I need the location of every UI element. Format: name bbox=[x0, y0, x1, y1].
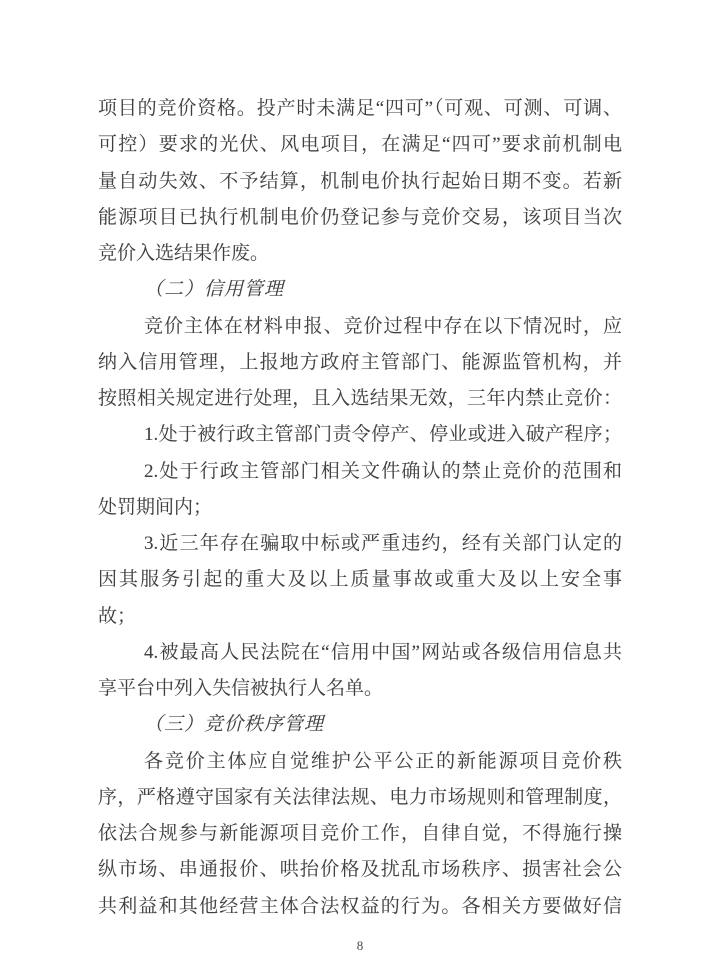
text-line: 纵市场、串通报价、哄抬价格及扰乱市场秩序、损害社会公 bbox=[98, 859, 622, 881]
text-line: 能源项目已执行机制电价仍登记参与竞价交易，该项目当次 bbox=[98, 206, 622, 228]
text-line: 共利益和其他经营主体合法权益的行为。各相关方要做好信 bbox=[98, 895, 622, 917]
text-line: 量自动失效、不予结算，机制电价执行起始日期不变。若新 bbox=[98, 170, 622, 192]
text-line: 享平台中列入失信被执行人名单。 bbox=[98, 678, 384, 699]
document-text bbox=[98, 91, 622, 925]
page-number: 8 bbox=[356, 938, 364, 953]
text-line: 按照相关规定进行处理，且入选结果无效，三年内禁止竞价： bbox=[98, 388, 622, 409]
text-line: 故； bbox=[98, 605, 137, 627]
text-line: 竞价主体在材料申报、竞价过程中存在以下情况时，应 bbox=[144, 315, 622, 337]
text-line: 2.处于行政主管部门相关文件确认的禁止竞价的范围和 bbox=[144, 460, 622, 482]
text-line: 各竞价主体应自觉维护公平公正的新能源项目竞价秩 bbox=[144, 750, 622, 772]
text-line: 可控）要求的光伏、风电项目，在满足“四可”要求前机制电 bbox=[98, 134, 622, 156]
text-line: 1.处于被行政主管部门责令停产、停业或进入破产程序； bbox=[144, 424, 622, 446]
text-line: 4.被最高人民法院在“信用中国”网站或各级信用信息共 bbox=[144, 641, 622, 663]
text-line: 因其服务引起的重大及以上质量事故或重大及以上安全事 bbox=[98, 569, 622, 591]
text-line: 3.近三年存在骗取中标或严重违约，经有关部门认定的 bbox=[144, 533, 622, 554]
text-line: 项目的竞价资格。投产时未满足“四可”（可观、可测、可调、 bbox=[98, 98, 622, 119]
text-line: 竞价入选结果作废。 bbox=[98, 243, 270, 264]
text-line: 处罚期间内； bbox=[98, 496, 213, 518]
text-line: 依法合规参与新能源项目竞价工作，自律自觉，不得施行操 bbox=[98, 823, 622, 844]
text-line: 纳入信用管理，上报地方政府主管部门、能源监管机构，并 bbox=[98, 351, 622, 373]
section-heading: （二）信用管理 bbox=[144, 279, 285, 301]
section-heading: （三）竞价秩序管理 bbox=[144, 714, 325, 736]
text-line: 序，严格遵守国家有关法律法规、电力市场规则和管理制度， bbox=[98, 786, 622, 808]
